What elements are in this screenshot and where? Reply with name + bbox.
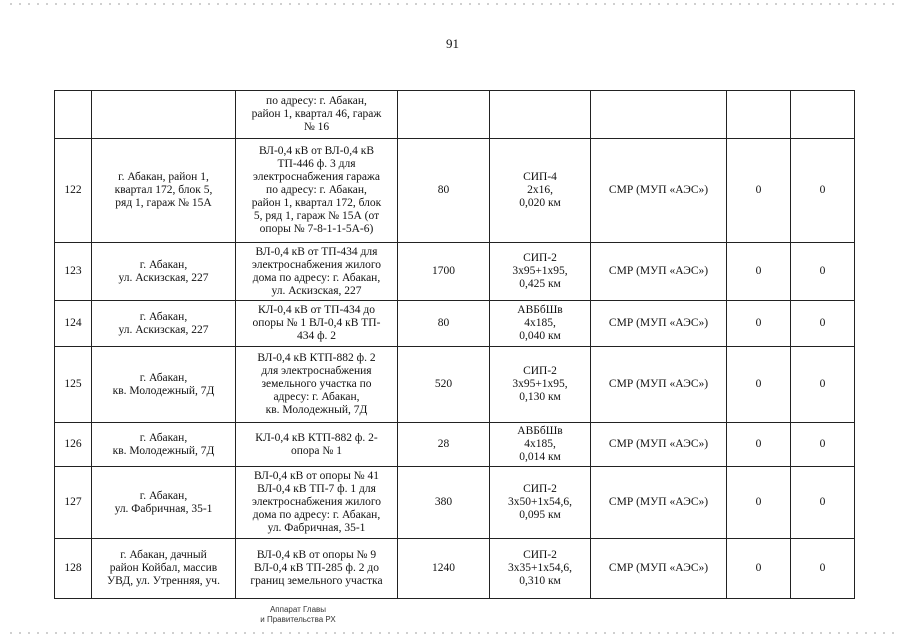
length-cell: 1700: [398, 243, 490, 301]
value-1-cell: [727, 91, 791, 139]
length-cell: 1240: [398, 539, 490, 599]
value-1-cell: 0: [727, 539, 791, 599]
row-number: 124: [55, 301, 92, 347]
cable-cell: СИП-2 3х95+1х95, 0,130 км: [490, 347, 591, 423]
row-number: 125: [55, 347, 92, 423]
value-2-cell: 0: [791, 301, 855, 347]
address-cell: г. Абакан, кв. Молодежный, 7Д: [92, 423, 236, 467]
line-description-cell: ВЛ-0,4 кВ от ВЛ-0,4 кВ ТП-446 ф. 3 для электроснабжения гаража по адресу: г. Абакан, район 1, квартал 172, блок 5, ряд 1, гараж № 15А (от опоры № 7-8-1-1-5А-6): [236, 139, 398, 243]
row-number: 127: [55, 467, 92, 539]
work-type-cell: СМР (МУП «АЭС»): [591, 423, 727, 467]
row-number: 126: [55, 423, 92, 467]
work-type-cell: СМР (МУП «АЭС»): [591, 243, 727, 301]
table-row: [55, 91, 855, 139]
scan-noise-top: [10, 3, 895, 5]
line-description-cell: КЛ-0,4 кВ КТП-882 ф. 2- опора № 1: [236, 423, 398, 467]
cable-cell: СИП-2 3х35+1х54,6, 0,310 км: [490, 539, 591, 599]
line-description-cell: ВЛ-0,4 кВ КТП-882 ф. 2 для электроснабжения земельного участка по адресу: г. Абакан, кв. Молодежный, 7Д: [236, 347, 398, 423]
table-row: [55, 467, 855, 539]
table-row: [55, 347, 855, 423]
office-stamp: [238, 605, 358, 625]
line-description-cell: КЛ-0,4 кВ от ТП-434 до опоры № 1 ВЛ-0,4 кВ ТП- 434 ф. 2: [236, 301, 398, 347]
address-cell: г. Абакан, ул. Аскизская, 227: [92, 301, 236, 347]
stamp-line-1: Аппарат Главы: [269, 605, 327, 614]
length-cell: 380: [398, 467, 490, 539]
work-type-cell: СМР (МУП «АЭС»): [591, 539, 727, 599]
cable-cell: АВБбШв 4х185, 0,040 км: [490, 301, 591, 347]
value-1-cell: 0: [727, 301, 791, 347]
value-2-cell: 0: [791, 423, 855, 467]
value-1-cell: 0: [727, 423, 791, 467]
cable-cell: АВБбШв 4х185, 0,014 км: [490, 423, 591, 467]
address-cell: г. Абакан, ул. Фабричная, 35-1: [92, 467, 236, 539]
value-1-cell: 0: [727, 243, 791, 301]
value-1-cell: 0: [727, 467, 791, 539]
work-type-cell: [591, 91, 727, 139]
length-cell: 80: [398, 139, 490, 243]
table-row: [55, 139, 855, 243]
value-2-cell: 0: [791, 467, 855, 539]
table-body: [55, 91, 855, 599]
page-number: 91: [446, 36, 459, 51]
line-description-cell: по адресу: г. Абакан, район 1, квартал 46, гараж № 16: [236, 91, 398, 139]
scan-noise-bottom: [10, 632, 895, 634]
address-cell: [92, 91, 236, 139]
line-description-cell: ВЛ-0,4 кВ от опоры № 9 ВЛ-0,4 кВ ТП-285 ф. 2 до границ земельного участка: [236, 539, 398, 599]
row-number: 128: [55, 539, 92, 599]
value-2-cell: 0: [791, 139, 855, 243]
table-row: [55, 423, 855, 467]
length-cell: 80: [398, 301, 490, 347]
stamp-line-2: и Правительства РХ: [260, 615, 336, 624]
cable-cell: [490, 91, 591, 139]
line-description-cell: ВЛ-0,4 кВ от ТП-434 для электроснабжения жилого дома по адресу: г. Абакан, ул. Аскизская, 227: [236, 243, 398, 301]
work-type-cell: СМР (МУП «АЭС»): [591, 347, 727, 423]
length-cell: 28: [398, 423, 490, 467]
address-cell: г. Абакан, район 1, квартал 172, блок 5, ряд 1, гараж № 15А: [92, 139, 236, 243]
length-cell: [398, 91, 490, 139]
work-type-cell: СМР (МУП «АЭС»): [591, 139, 727, 243]
table-row: [55, 301, 855, 347]
work-type-cell: СМР (МУП «АЭС»): [591, 467, 727, 539]
value-1-cell: 0: [727, 139, 791, 243]
address-cell: г. Абакан, кв. Молодежный, 7Д: [92, 347, 236, 423]
table-row: [55, 539, 855, 599]
value-2-cell: 0: [791, 243, 855, 301]
row-number: 123: [55, 243, 92, 301]
row-number: [55, 91, 92, 139]
value-2-cell: [791, 91, 855, 139]
data-table: [54, 90, 855, 599]
value-2-cell: 0: [791, 539, 855, 599]
row-number: 122: [55, 139, 92, 243]
value-1-cell: 0: [727, 347, 791, 423]
address-cell: г. Абакан, дачный район Койбал, массив УВД, ул. Утренняя, уч.: [92, 539, 236, 599]
address-cell: г. Абакан, ул. Аскизская, 227: [92, 243, 236, 301]
line-description-cell: ВЛ-0,4 кВ от опоры № 41 ВЛ-0,4 кВ ТП-7 ф. 1 для электроснабжения жилого дома по адресу: г. Абакан, ул. Фабричная, 35-1: [236, 467, 398, 539]
cable-cell: СИП-2 3х50+1х54,6, 0,095 км: [490, 467, 591, 539]
table-row: [55, 243, 855, 301]
length-cell: 520: [398, 347, 490, 423]
value-2-cell: 0: [791, 347, 855, 423]
cable-cell: СИП-4 2х16, 0,020 км: [490, 139, 591, 243]
work-type-cell: СМР (МУП «АЭС»): [591, 301, 727, 347]
cable-cell: СИП-2 3х95+1х95, 0,425 км: [490, 243, 591, 301]
